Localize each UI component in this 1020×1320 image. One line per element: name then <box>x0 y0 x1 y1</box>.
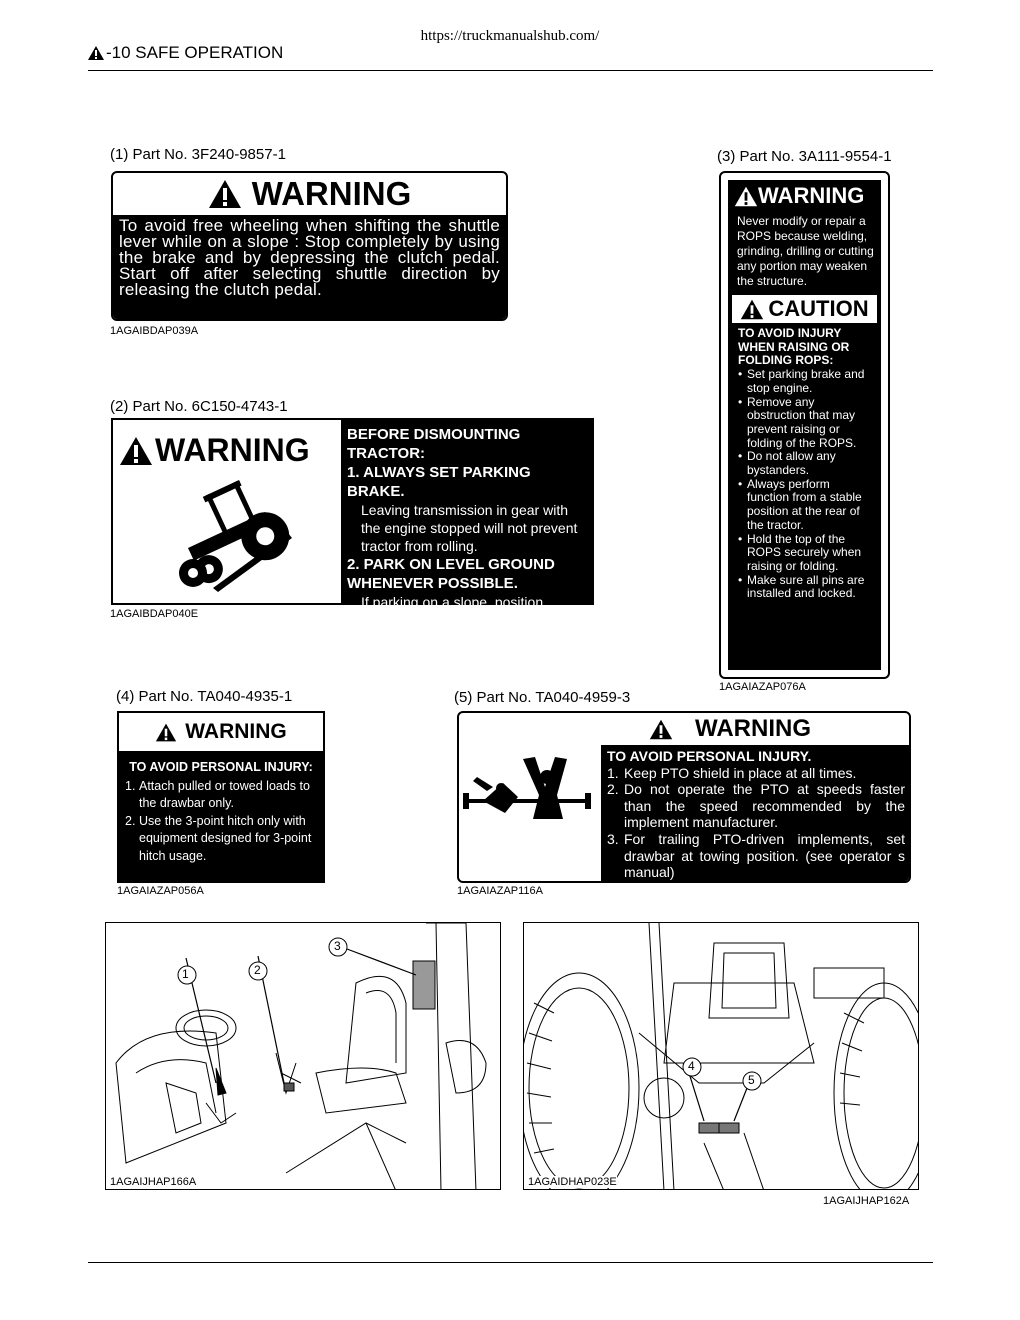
pto-entanglement-icon <box>463 753 593 833</box>
label3-bullets <box>728 368 881 601</box>
figure-bottom-code: 1AGAIJHAP162A <box>823 1195 910 1207</box>
label2-title: WARNING <box>155 432 310 468</box>
label5-decal <box>457 711 911 883</box>
label5-item-text: Keep PTO shield in place at all times. <box>624 764 857 781</box>
label2-item: 1. ALWAYS SET PARKING BRAKE. <box>347 464 531 500</box>
footer-rule <box>88 1262 933 1263</box>
label5-code: 1AGAIAZAP116A <box>457 885 544 897</box>
figure-left-code: 1AGAIJHAP166A <box>110 1176 197 1188</box>
label1-decal <box>111 171 508 321</box>
label2-item: 2. PARK ON LEVEL GROUND WHENEVER POSSIBLE. <box>347 556 555 592</box>
label3-inner <box>728 180 881 670</box>
label5-title: WARNING <box>695 715 811 742</box>
label2-heading: BEFORE DISMOUNTING TRACTOR: <box>347 426 521 462</box>
figure-right <box>523 922 919 1190</box>
label5-item-num: 3. <box>607 830 619 847</box>
label3-caution-header <box>732 295 877 323</box>
label2-item: If parking on a slope, position tractor across the slope. <box>361 594 544 628</box>
figure-left <box>105 922 501 1190</box>
label5-heading: TO AVOID PERSONAL INJURY. <box>607 748 812 764</box>
warning-triangle-icon <box>208 179 242 209</box>
warning-triangle-icon <box>734 186 758 207</box>
warning-triangle-icon <box>649 719 673 740</box>
label5-right-panel <box>601 713 909 881</box>
label4-item-num: 2. <box>125 813 136 828</box>
label4-code: 1AGAIAZAP056A <box>117 885 204 897</box>
label3-part: (3) Part No. 3A111-9554-1 <box>717 148 892 165</box>
label5-item-num: 1. <box>607 764 619 781</box>
label3-bullet: • Always perform function from a stable position at the rear of the tractor. <box>738 478 875 533</box>
label4-body <box>119 751 323 881</box>
label2-item: 4. STOP THE ENGINE. <box>347 668 504 685</box>
label4-part: (4) Part No. TA040-4935-1 <box>116 688 293 705</box>
label1-header <box>113 173 506 215</box>
label4-header <box>119 713 323 751</box>
label1-code: 1AGAIBDAP039A <box>110 325 199 337</box>
warning-triangle-icon <box>740 299 764 320</box>
label4-item <box>125 778 317 813</box>
callout-1: 1 <box>182 967 189 981</box>
label5-item <box>607 831 905 881</box>
label4-heading: TO AVOID PERSONAL INJURY: <box>129 760 313 774</box>
label3-bullet: • Remove any obstruction that may prevent raising or folding of the ROPS. <box>738 396 875 451</box>
label3-bullet: • Hold the top of the ROPS securely when raising or folding. <box>738 533 875 574</box>
label5-item <box>607 781 905 831</box>
tractor-rear-illustration <box>524 923 919 1190</box>
label2-item: Leaving transmission in gear with the engine stopped will not prevent tractor from rolling. <box>361 502 578 554</box>
callout-3: 3 <box>334 939 341 953</box>
label4-item-num: 1. <box>125 778 136 793</box>
label3-warning-header <box>728 180 881 212</box>
header-rule <box>88 70 933 71</box>
label4-decal <box>117 711 325 883</box>
label5-item <box>607 765 905 782</box>
label2-part: (2) Part No. 6C150-4743-1 <box>110 398 288 415</box>
label2-header <box>119 432 310 469</box>
label1-part: (1) Part No. 3F240-9857-1 <box>110 146 286 163</box>
label5-left-panel <box>459 713 601 881</box>
label4-item <box>125 813 317 866</box>
label5-header <box>601 713 909 745</box>
tractor-rollover-icon <box>168 478 298 593</box>
callout-5: 5 <box>748 1073 755 1087</box>
label3-warning-text: Never modify or repair a ROPS because welding, grinding, drilling or cutting any portion may weaken the structure. <box>737 214 874 288</box>
label2-left-panel <box>113 420 341 603</box>
label3-title: WARNING <box>758 183 865 208</box>
tractor-seat-illustration <box>106 923 501 1190</box>
page-header <box>88 43 283 63</box>
label2-item: 3. LOWER ALL IMPLEMENTS TO THE GROUND. <box>347 630 580 666</box>
label5-item-text: Do not operate the PTO at speeds faster than the speed recommended by the implement manufacturer. <box>624 781 905 831</box>
label1-body: To avoid free wheeling when shifting the shuttle lever while on a slope : Stop completely by using the brake and by depressing the clutch pedal. Start off after selecting shuttle direction by releasing the clutch pedal. <box>113 215 506 321</box>
warning-triangle-icon <box>155 723 177 742</box>
label3-decal <box>719 171 890 679</box>
page-header-text: -10 SAFE OPERATION <box>106 43 284 62</box>
label5-part: (5) Part No. TA040-4959-3 <box>454 689 631 706</box>
label2-right-panel <box>341 420 592 685</box>
label3-caution-heading: TO AVOID INJURY WHEN RAISING OR FOLDING ROPS: <box>738 326 850 368</box>
callout-2: 2 <box>254 963 261 977</box>
label3-bullet: • Do not allow any bystanders. <box>738 450 875 477</box>
label3-code: 1AGAIAZAP076A <box>719 681 806 693</box>
label3-bullet: • Make sure all pins are installed and locked. <box>738 574 875 601</box>
callout-4: 4 <box>688 1059 695 1073</box>
label5-item-text: For trailing PTO-driven implements, set drawbar at towing position. (see operator s manual) <box>624 830 905 881</box>
warning-triangle-icon <box>119 436 153 466</box>
label3-caution-title: CAUTION <box>768 296 869 321</box>
label5-body <box>601 745 909 881</box>
source-url: https://truckmanualshub.com/ <box>420 28 600 44</box>
label4-title: WARNING <box>185 720 287 743</box>
label4-item-text: Use the 3-point hitch only with equipment designed for 3-point hitch usage. <box>139 813 312 863</box>
label5-item-num: 2. <box>607 781 619 798</box>
label3-bullet: • Set parking brake and stop engine. <box>738 368 875 395</box>
label4-item-text: Attach pulled or towed loads to the drawbar only. <box>139 778 310 810</box>
figure-right-code: 1AGAIDHAP023E <box>528 1176 617 1188</box>
label1-title: WARNING <box>251 175 412 212</box>
label2-code: 1AGAIBDAP040E <box>110 608 199 620</box>
warning-triangle-icon <box>88 46 104 60</box>
